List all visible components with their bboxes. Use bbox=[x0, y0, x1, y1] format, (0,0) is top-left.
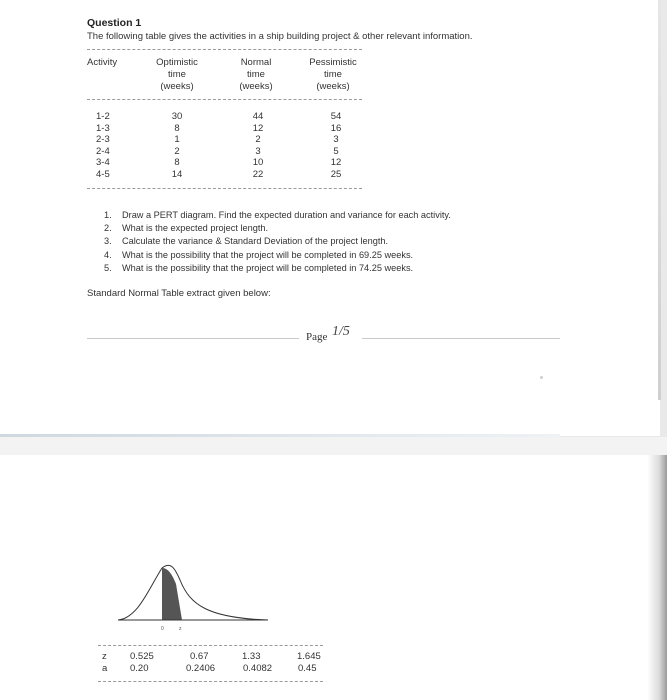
table-cell: 44 bbox=[252, 111, 264, 122]
table-cell: 5 bbox=[333, 145, 339, 157]
scan-speck bbox=[540, 376, 543, 379]
list-item-text: What is the possibility that the project will be completed in 74.25 weeks. bbox=[122, 262, 414, 273]
header-optimistic-line: (weeks) bbox=[160, 81, 194, 92]
table-top-rule bbox=[87, 49, 362, 50]
table-cell: 1-3 bbox=[96, 122, 110, 134]
header-pessimistic-line: Pessimistic bbox=[309, 57, 357, 68]
list-item-number: 2. bbox=[104, 223, 112, 234]
list-item bbox=[104, 209, 451, 222]
z-value: 0.67 bbox=[190, 651, 209, 662]
table-cell: 1 bbox=[174, 134, 180, 145]
normal-table-note: Standard Normal Table extract given below: bbox=[87, 288, 271, 299]
table-cell: 2 bbox=[255, 134, 261, 145]
list-item-text: What is the possibility that the project will be completed in 69.25 weeks. bbox=[122, 249, 414, 260]
list-item bbox=[104, 249, 451, 262]
z-row-label: z bbox=[102, 651, 107, 662]
table-cell: 54 bbox=[330, 111, 342, 122]
table-cell: 2 bbox=[174, 145, 180, 157]
column-activity bbox=[96, 111, 126, 180]
list-item-text: Draw a PERT diagram. Find the expected duration and variance for each activity. bbox=[122, 210, 451, 220]
list-item-number: 5. bbox=[104, 262, 112, 273]
table-cell: 8 bbox=[174, 157, 180, 168]
header-optimistic-line: Optimistic bbox=[156, 57, 198, 68]
table-cell: 12 bbox=[252, 122, 264, 134]
column-normal bbox=[243, 111, 273, 180]
z-value: 1.645 bbox=[297, 651, 321, 662]
a-value: 0.45 bbox=[298, 663, 317, 674]
list-item bbox=[104, 222, 451, 235]
table-cell: 14 bbox=[171, 168, 183, 180]
z-value: 0.525 bbox=[130, 651, 154, 662]
column-pessimistic bbox=[321, 111, 351, 180]
header-optimistic bbox=[144, 57, 210, 93]
table-bottom-rule bbox=[87, 188, 362, 189]
header-pessimistic bbox=[302, 57, 364, 93]
normal-table-top-rule bbox=[98, 645, 323, 646]
header-activity: Activity bbox=[87, 57, 118, 68]
table-cell: 30 bbox=[171, 111, 183, 122]
normal-curve-line bbox=[118, 565, 268, 620]
header-normal-line: (weeks) bbox=[239, 81, 273, 92]
scrollbar-track[interactable] bbox=[658, 0, 661, 400]
list-item-number: 4. bbox=[104, 249, 112, 260]
list-item-text: Calculate the variance & Standard Deviation of the project length. bbox=[122, 236, 389, 247]
task-list bbox=[104, 209, 451, 275]
curve-label-zero: 0 bbox=[161, 626, 164, 632]
table-cell: 8 bbox=[174, 122, 180, 134]
table-header-rule bbox=[87, 99, 362, 100]
normal-table-bottom-rule bbox=[98, 681, 323, 682]
document-page-2 bbox=[0, 455, 648, 700]
table-cell: 16 bbox=[330, 122, 342, 134]
normal-curve-shaded-area bbox=[162, 568, 182, 620]
page-label: Page bbox=[306, 331, 328, 343]
table-cell: 22 bbox=[252, 168, 264, 180]
header-normal bbox=[228, 57, 284, 93]
table-cell: 10 bbox=[252, 157, 264, 168]
table-cell: 3 bbox=[255, 145, 261, 157]
list-item-text: What is the expected project length. bbox=[122, 223, 269, 234]
normal-curve-figure bbox=[118, 560, 308, 632]
header-normal-line: time bbox=[247, 69, 265, 80]
column-optimistic bbox=[162, 111, 192, 180]
table-cell: 1-2 bbox=[96, 111, 110, 122]
curve-label-z: z bbox=[179, 626, 182, 632]
page-divider-right bbox=[362, 338, 560, 339]
a-value: 0.4082 bbox=[243, 663, 273, 674]
page-number: 1/5 bbox=[332, 324, 350, 339]
list-item-number: 3. bbox=[104, 236, 112, 247]
table-cell: 4-5 bbox=[96, 168, 110, 180]
header-optimistic-line: time bbox=[168, 69, 186, 80]
list-item bbox=[104, 262, 451, 275]
a-row-label: a bbox=[102, 663, 108, 674]
table-cell: 2-4 bbox=[96, 145, 110, 157]
table-cell: 3 bbox=[333, 134, 339, 145]
question-title: Question 1 bbox=[87, 17, 142, 29]
table-cell: 12 bbox=[330, 157, 342, 168]
page-divider-left bbox=[87, 338, 299, 339]
header-normal-line: Normal bbox=[240, 57, 272, 68]
table-cell: 2-3 bbox=[96, 134, 110, 145]
header-pessimistic-line: time bbox=[324, 69, 342, 80]
list-item-number: 1. bbox=[104, 210, 112, 220]
a-value: 0.2406 bbox=[186, 663, 216, 674]
question-intro: The following table gives the activities in a ship building project & other relevant information. bbox=[87, 31, 473, 42]
page-edge-right bbox=[647, 455, 667, 700]
a-value: 0.20 bbox=[130, 663, 149, 674]
z-value: 1.33 bbox=[242, 651, 261, 662]
table-cell: 25 bbox=[330, 168, 342, 180]
table-cell: 3-4 bbox=[96, 157, 110, 168]
page-gap bbox=[0, 437, 667, 455]
list-item bbox=[104, 235, 451, 248]
header-pessimistic-line: (weeks) bbox=[316, 81, 350, 92]
